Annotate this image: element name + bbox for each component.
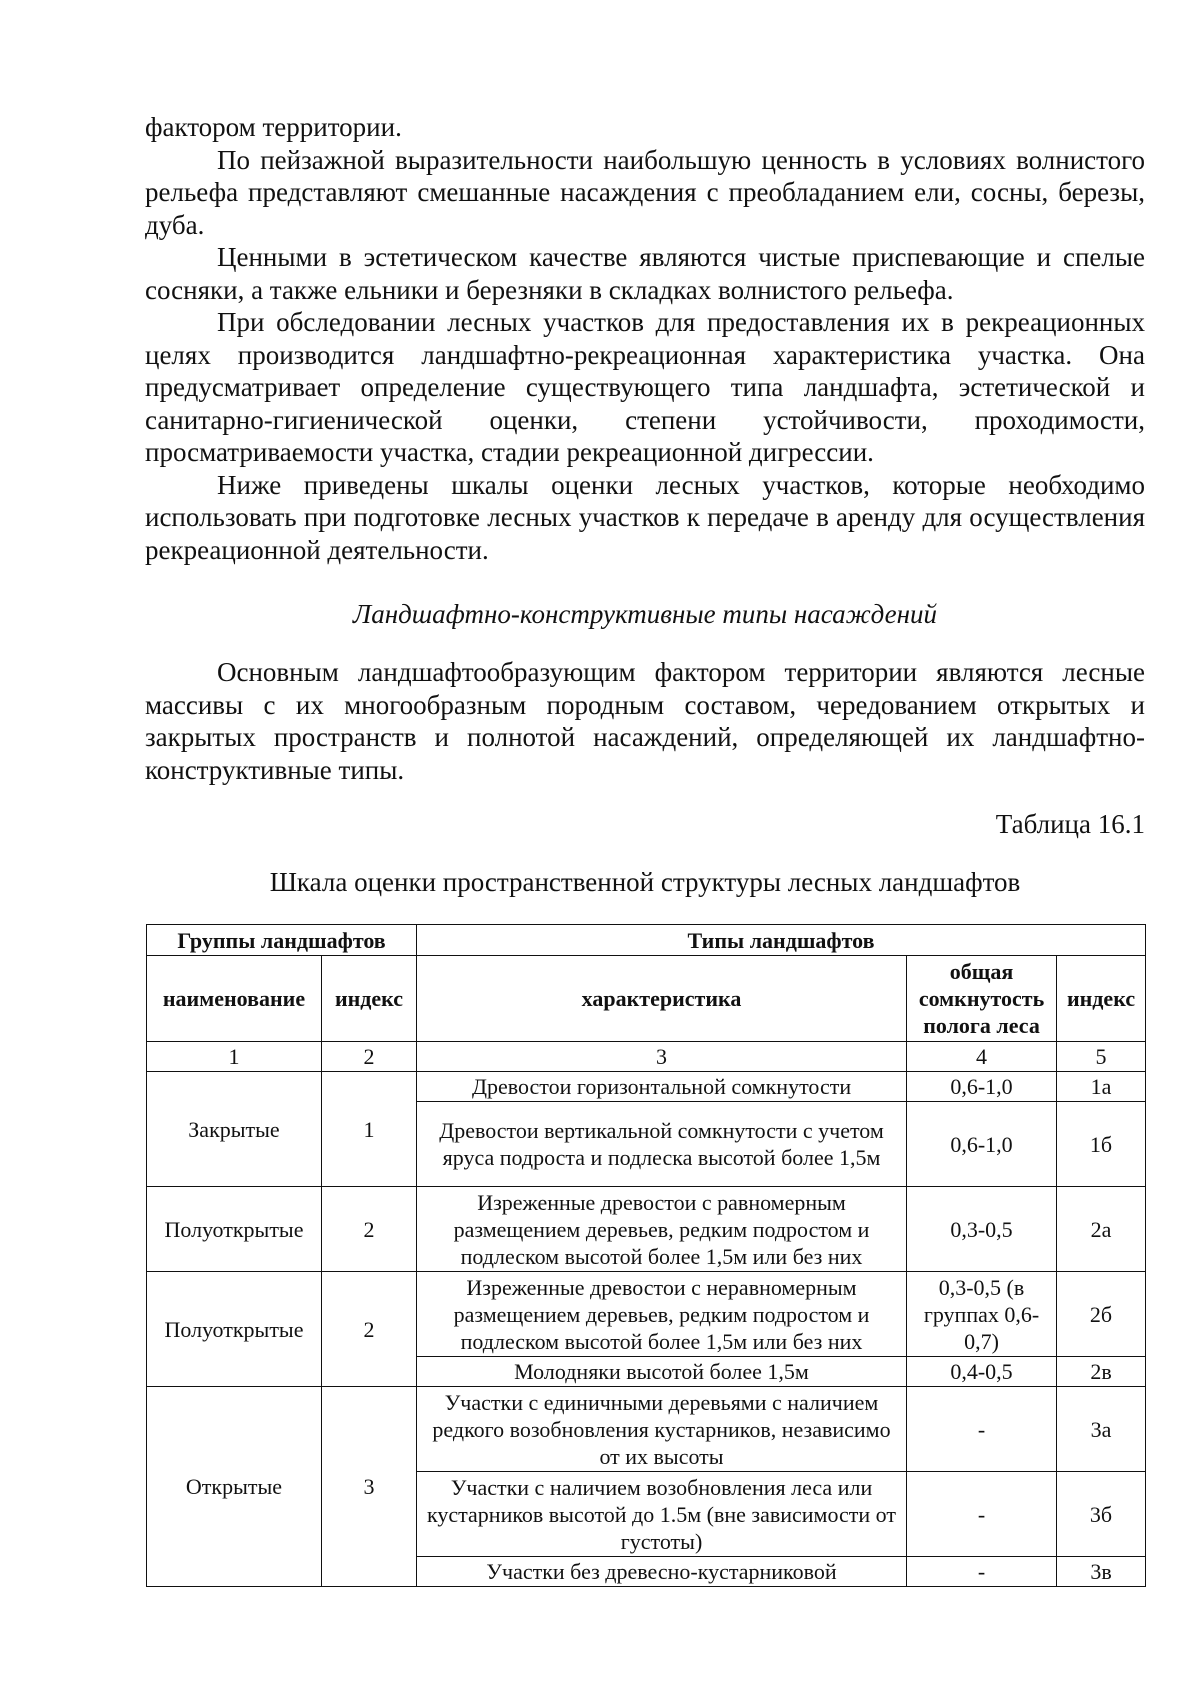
group-index: 3: [322, 1387, 417, 1587]
canopy-closure: 0,3-0,5: [907, 1187, 1057, 1272]
group-index: 2: [322, 1272, 417, 1387]
group-name: Полуоткрытые: [147, 1187, 322, 1272]
header-type-index: индекс: [1057, 956, 1146, 1042]
group-name: Закрытые: [147, 1072, 322, 1187]
column-number: 4: [907, 1042, 1057, 1072]
type-characteristic: Древостои горизонтальной сомкнутости: [417, 1072, 907, 1102]
canopy-closure: 0,3-0,5 (в группах 0,6-0,7): [907, 1272, 1057, 1357]
paragraph: Ниже приведены шкалы оценки лесных участков, которые необходимо использовать при подготовке лесных участков к передаче в аренду для осуществления рекреационной деятельности.: [145, 469, 1145, 565]
type-index: 3б: [1057, 1472, 1146, 1557]
table-caption: Шкала оценки пространственной структуры лесных ландшафтов: [269, 867, 1021, 897]
paragraph-continuation: фактором территории.: [145, 112, 402, 142]
paragraph: При обследовании лесных участков для предоставления их в рекреационных целях производится ландшафтно-рекреационная характеристика участка. Она предусматривает определение существующего типа ландшафта, эстетической и санитарно-гигиенической оценки, степени устойчивости, проходимости, просматриваемости участка, стадии рекреационной дигрессии.: [145, 307, 1145, 467]
canopy-closure: 0,6-1,0: [907, 1102, 1057, 1187]
header-canopy-closure: общая сомкнутость полога леса: [907, 956, 1057, 1042]
header-characteristic: характеристика: [417, 956, 907, 1042]
table-label: Таблица 16.1: [995, 809, 1145, 839]
type-index: 3в: [1057, 1557, 1146, 1587]
header-landscape-types: Типы ландшафтов: [417, 925, 1146, 956]
group-name: Полуоткрытые: [147, 1272, 322, 1387]
type-index: 1а: [1057, 1072, 1146, 1102]
type-index: 2в: [1057, 1357, 1146, 1387]
column-number: 2: [322, 1042, 417, 1072]
canopy-closure: -: [907, 1472, 1057, 1557]
type-characteristic: Молодняки высотой более 1,5м: [417, 1357, 907, 1387]
type-index: 2б: [1057, 1272, 1146, 1357]
header-index: индекс: [322, 956, 417, 1042]
canopy-closure: -: [907, 1387, 1057, 1472]
paragraph: Основным ландшафтообразующим фактором территории являются лесные массивы с их многообразным породным составом, чередованием открытых и закрытых пространств и полнотой насаждений, определяющей их ландшафтно-конструктивные типы.: [145, 657, 1145, 785]
column-number: 5: [1057, 1042, 1146, 1072]
group-index: 2: [322, 1187, 417, 1272]
type-characteristic: Участки с наличием возобновления леса или кустарников высотой до 1.5м (вне зависимости от густоты): [417, 1472, 907, 1557]
type-characteristic: Участки с единичными деревьями с наличием редкого возобновления кустарников, независимо от их высоты: [417, 1387, 907, 1472]
group-index: 1: [322, 1072, 417, 1187]
type-characteristic: Изреженные древостои с неравномерным размещением деревьев, редким подростом и подлеском высотой более 1,5м или без них: [417, 1272, 907, 1357]
header-name: наименование: [147, 956, 322, 1042]
column-number: 1: [147, 1042, 322, 1072]
canopy-closure: 0,6-1,0: [907, 1072, 1057, 1102]
type-characteristic: Древостои вертикальной сомкнутости с учетом яруса подроста и подлеска высотой более 1,5м: [417, 1102, 907, 1187]
table-row: [147, 1387, 1146, 1472]
section-body-text: [145, 656, 1145, 786]
canopy-closure: -: [907, 1557, 1057, 1587]
paragraph: Ценными в эстетическом качестве являются чистые приспевающие и спелые сосняки, а также ельники и березняки в складках волнистого рельефа.: [145, 242, 1145, 305]
landscape-scale-table: [146, 924, 1146, 1587]
group-name: Открытые: [147, 1387, 322, 1587]
type-index: 3а: [1057, 1387, 1146, 1472]
header-landscape-groups: Группы ландшафтов: [147, 925, 417, 956]
section-heading: Ландшафтно-конструктивные типы насаждений: [352, 599, 938, 629]
table-row: [147, 1187, 1146, 1272]
table-row: [147, 1072, 1146, 1102]
type-index: 2а: [1057, 1187, 1146, 1272]
type-characteristic: Участки без древесно-кустарниковой: [417, 1557, 907, 1587]
paragraph: По пейзажной выразительности наибольшую ценность в условиях волнистого рельефа представляют смешанные насаждения с преобладанием ели, сосны, березы, дуба.: [145, 144, 1145, 240]
column-number: 3: [417, 1042, 907, 1072]
body-text: [145, 111, 1145, 566]
table-row: [147, 1272, 1146, 1357]
type-characteristic: Изреженные древостои с равномерным размещением деревьев, редким подростом и подлеском высотой более 1,5м или без них: [417, 1187, 907, 1272]
canopy-closure: 0,4-0,5: [907, 1357, 1057, 1387]
type-index: 1б: [1057, 1102, 1146, 1187]
